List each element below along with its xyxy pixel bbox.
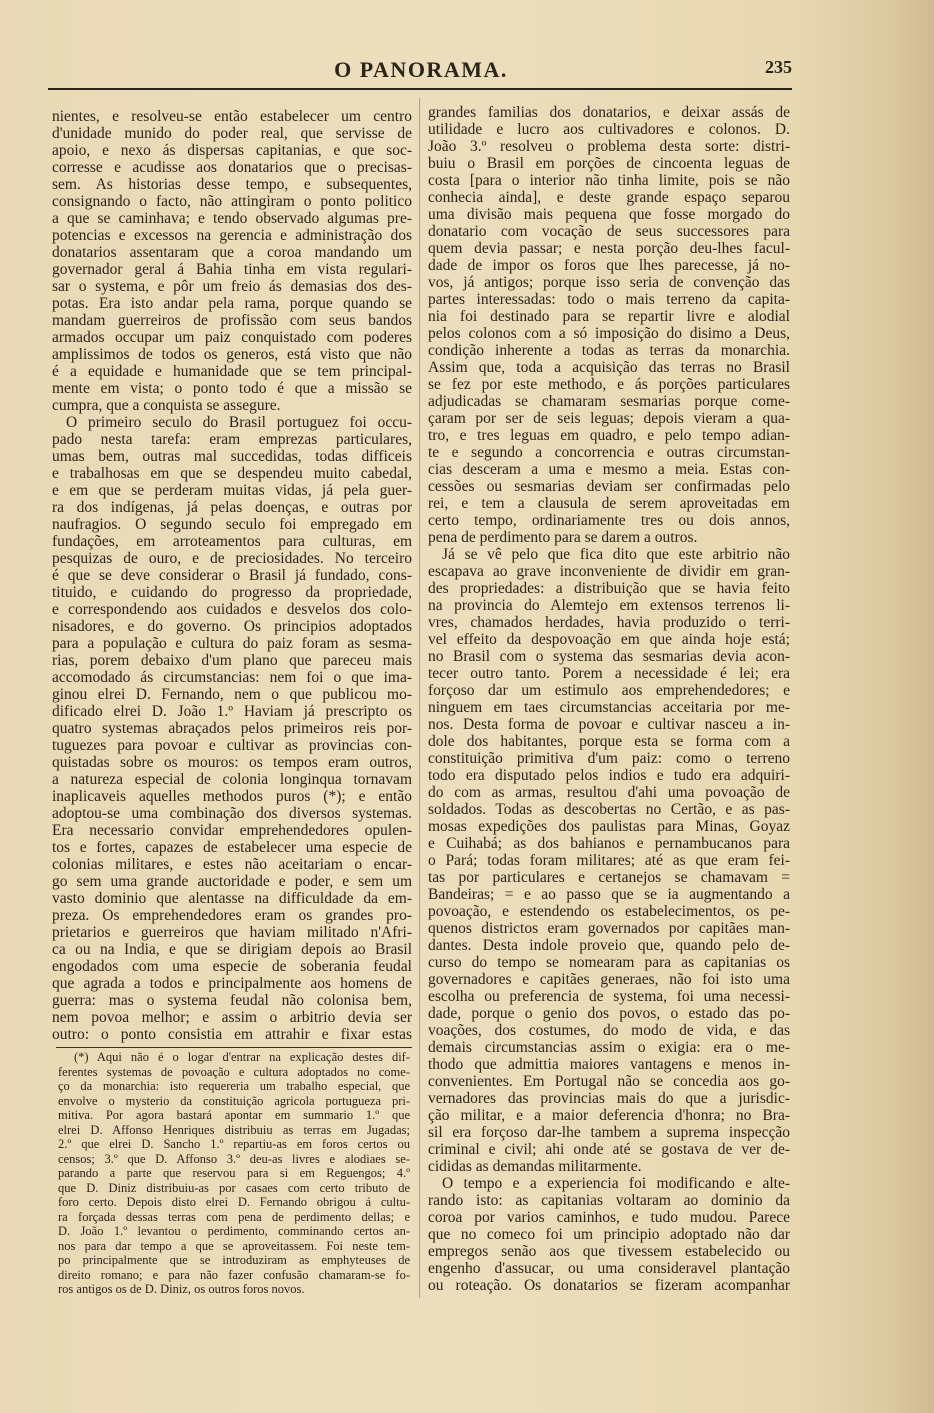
text-line: Assim que, toda a acquisição das terras no Brasil [428, 359, 790, 376]
text-line: é a equidade e humanidade que se tem principal- [52, 363, 412, 380]
text-line: o Pará; todas foram militares; até as que eram fei- [428, 852, 790, 869]
text-line: tro, e tres leguas em quadro, e pelo tempo adian- [428, 427, 790, 444]
text-line: governadores e capitães generaes, não foi isto uma [428, 971, 790, 988]
text-line: e correspondendo aos cuidados e desvelos dos colo- [52, 601, 412, 618]
footnote-line: ra forçada dessas terras com pena de perdimento dellas; e [58, 1209, 410, 1224]
text-line: sem. As historias desse tempo, e subsequentes, [52, 176, 412, 193]
text-line: ção militar, e a maior deferencia d'honra; no Bra- [428, 1107, 790, 1124]
right-column [428, 104, 790, 1294]
text-line: coroa por varios caminhos, e tudo mudou. Parece [428, 1209, 790, 1226]
text-line: donatario com vocação de seus successores para [428, 223, 790, 240]
text-line: amplissimos de todos os generos, está visto que não [52, 346, 412, 363]
text-line: sar o systema, e pôr um freio ás demasias dos des- [52, 278, 412, 295]
text-line: todo era disputado pelos indios e tudo era adquiri- [428, 767, 790, 784]
text-line: tuguezes para povoar e cultivar as provincias con- [52, 737, 412, 754]
text-line: Bandeiras; = e ao passo que se ia augmentando a [428, 886, 790, 903]
text-line: rei, e tem a clausula de serem aproveitadas em [428, 495, 790, 512]
text-line: thodo que admittia maiores vantagens e menos in- [428, 1056, 790, 1073]
text-line: corresse e acudisse aos donatarios que o precisas- [52, 159, 412, 176]
text-line: utilidade e lucro aos cultivadores e colonos. D. [428, 121, 790, 138]
text-line: é que se deve considerar o Brasil já fundado, cons- [52, 567, 412, 584]
text-line: dantes. Desta indole proveio que, quando pelo de- [428, 937, 790, 954]
text-line: vasto dominio que alentasse na difficuldade da em- [52, 890, 412, 907]
text-line: go sem uma grande auctoridade e poder, e sem um [52, 873, 412, 890]
text-line: Era necessario convidar emprehendedores opulen- [52, 822, 412, 839]
text-line: a que se caminhava; e tendo observado algumas pre- [52, 210, 412, 227]
text-line: nientes, e resolveu-se então estabelecer um centro [52, 108, 412, 125]
text-line: consignando o facto, não attingiram o ponto politico [52, 193, 412, 210]
text-line: quatro systemas abraçados pelos primeiros reis por- [52, 720, 412, 737]
text-line: fundações, em arroteamentos para culturas, em [52, 533, 412, 550]
text-line: governador geral á Bahia tinha em vista regulari- [52, 261, 412, 278]
text-line: no Brasil com o systema das sesmarias devia acon- [428, 648, 790, 665]
text-line: Já se vê pelo que fica dito que este arbitrio não [442, 546, 790, 563]
footnote-line: censos; 3.º que D. Affonso 3.º deu-as livres e alodiaes se- [58, 1151, 410, 1166]
text-line: pado nesta tarefa: eram emprezas particulares, [52, 431, 412, 448]
text-line: adoptou-se uma combinação dos diversos systemas. [52, 805, 412, 822]
text-line: vel effeito da despovoação em que ainda hoje está; [428, 631, 790, 648]
text-line: nia foi destinado para se repartir livre e alodial [428, 308, 790, 325]
text-line: ca ou na India, e que se dirigiam depois ao Brasil [52, 941, 412, 958]
text-line: cessões ou sesmarias deviam ser confirmadas pelo [428, 478, 790, 495]
text-line: escapava ao grave inconveniente de dividir em gran- [428, 563, 790, 580]
text-line: mosas expedições dos paulistas para Minas, Goyaz [428, 818, 790, 835]
text-line: constituição primitiva d'um paiz: como o terreno [428, 750, 790, 767]
text-line: soldados. Todas as descobertas no Certão, e as pas- [428, 801, 790, 818]
footnote-line: D. João 1.º levantou o perdimento, comminando certos an- [58, 1224, 410, 1238]
text-line: donatarios assentaram que a coroa mandando um [52, 244, 412, 261]
text-line: e Cuihabá; as dos bahianos e pernambucanos para [428, 835, 790, 852]
paragraph [52, 108, 412, 414]
text-line: povoação, e estendendo os estabelecimentos, os pe- [428, 903, 790, 920]
text-line: dade, porque o genio dos povos, o estado das po- [428, 1005, 790, 1022]
footnote [58, 1050, 410, 1297]
left-column [52, 108, 412, 1043]
text-line: çaram por ser de seis leguas; depois vieram a qua- [428, 410, 790, 427]
footnote-line: direito romano; e para não fazer confusão chamaram-se fo- [58, 1267, 410, 1282]
footnote-line: mitiva. Por agora bastará apontar em summario 1.º que [58, 1108, 410, 1122]
footnote-line: ros antigos os de D. Diniz, os outros foros novos. [58, 1282, 305, 1296]
text-line: ou roteação. Os donatarios se fizeram acompanhar [428, 1277, 790, 1294]
text-line: grandes familias dos donatarios, e deixar assás de [428, 104, 790, 121]
text-line: sil era forçoso dar-lhe tambem a suprema inspecção [428, 1124, 790, 1141]
text-line: costa [para o interior não tinha limite, pois se não [428, 172, 790, 189]
text-line: pena de perdimento para se darem a outros. [428, 529, 698, 546]
text-line: outro: o ponto consistia em attrahir e fixar estas [52, 1026, 412, 1043]
text-line: certo tempo, ordinariamente tres ou dois annos, [428, 512, 790, 529]
text-line: dade de impor os foros que lhes parecesse, já no- [428, 257, 790, 274]
footnote-line: ço da monarchia: isto requereria um trabalho especial, que [58, 1079, 410, 1093]
paragraph [428, 104, 790, 546]
text-line: partes interessadas: todo o mais terreno da capita- [428, 291, 790, 308]
text-line: ninguem em taes circumstancias acceitaria por me- [428, 699, 790, 716]
text-line: do com as armas, resultou d'ahi uma povoação de [428, 784, 790, 801]
column-divider [419, 98, 420, 1298]
text-line: nisadores, e do governo. Os principios adoptados [52, 618, 412, 635]
text-line: des propriedades: a distribuição que se havia feito [428, 580, 790, 597]
text-line: forçoso dar um estimulo aos emprehendedores; e [428, 682, 790, 699]
paragraph [52, 414, 412, 1043]
text-line: uma divisão mais pequena que fosse morgado do [428, 206, 790, 223]
text-line: convenientes. Em Portugal não se concedia aos go- [428, 1073, 790, 1090]
text-line: O primeiro seculo do Brasil portuguez foi occu- [66, 414, 412, 431]
text-line: vres, chamados herdades, havia produzido o terri- [428, 614, 790, 631]
footnote-paragraph [58, 1050, 410, 1297]
text-line: conhecia ainda], e deste grande espaço separou [428, 189, 790, 206]
text-line: potas. Era isto andar pela rama, porque quando se [52, 295, 412, 312]
footnote-line: elrei D. Affonso Henriques distribuiu as terras em Jugadas; [58, 1122, 410, 1137]
text-line: ginou elrei D. Fernando, nem o que publicou mo- [52, 686, 412, 703]
text-line: naufragios. O segundo seculo foi empregado em [52, 516, 412, 533]
text-line: vos, já antigos; porque isso seria de convenção das [428, 274, 790, 291]
text-line: demais circumstancias assim o exigia: era o me- [428, 1039, 790, 1056]
text-line: condição inherente a todas as terras da monarchia. [428, 342, 790, 359]
text-line: nos. Desta forma de povoar e cultivar nasceu a in- [428, 716, 790, 733]
text-line: voações, dos costumes, do modo de vida, e das [428, 1022, 790, 1039]
text-line: accomodado ás circumstancias: nem foi o que ima- [52, 669, 412, 686]
text-line: pesquizas de ouro, e de preciosidades. No terceiro [52, 550, 412, 567]
text-line: quem devia passar; e nesta porção deu-lhes facul- [428, 240, 790, 257]
text-line: d'unidade munido do poder real, que servisse de [52, 125, 412, 142]
text-line: se fez por este methodo, e ás porções particulares [428, 376, 790, 393]
text-line: que no comeco foi um principio adoptado não dar [428, 1226, 790, 1243]
header-rule [48, 88, 792, 90]
text-line: armados occupar um paiz conquistado com poderes [52, 329, 412, 346]
text-line: e trabalhosas em que se despendeu muito cabedal, [52, 465, 412, 482]
text-line: umas bem, outras mal succedidas, todas difficeis [52, 448, 412, 465]
text-line: e em que se perderam muitas vidas, já pela guer- [52, 482, 412, 499]
text-line: cias desceram a uma e mesmo a meia. Estas con- [428, 461, 790, 478]
footnote-line: 2.º que elrei D. Sancho 1.º repartiu-as em foros certos ou [58, 1137, 410, 1151]
text-line: dole dos habitantes, porque esta se forma com a [428, 733, 790, 750]
text-line: a natureza especial de colonia longinqua tornavam [52, 771, 412, 788]
text-line: O tempo e a experiencia foi modificando e alte- [442, 1175, 790, 1192]
text-line: na provincia do Alemtejo em extensos terrenos li- [428, 597, 790, 614]
text-line: nem povoa melhor; e assim o arbitrio devia ser [52, 1009, 412, 1026]
text-line: ra dos indígenas, já pelas doenças, e outras por [52, 499, 412, 516]
text-line: engodados com uma especie de soberania feudal [52, 958, 412, 975]
text-line: buiu o Brasil em porções de cincoenta leguas de [428, 155, 790, 172]
text-line: mandam guerreiros de profissão com seus bandos [52, 312, 412, 329]
footnote-line: envolve o mysterio da constituição agricola portugueza pri- [58, 1093, 410, 1108]
text-line: para a população e cultura do paiz foram as sesma- [52, 635, 412, 652]
text-line: quenos districtos eram governados por capitães man- [428, 920, 790, 937]
footnote-line: foro certo. Depois disto elrei D. Fernando obrigou á cultu- [58, 1195, 410, 1209]
text-line: cididas as demandas militarmente. [428, 1158, 642, 1175]
text-line: apoio, e nexo ás dispersas capitanias, e que soc- [52, 142, 412, 159]
paragraph [428, 1175, 790, 1294]
footnote-line: ferentes systemas de povoação e cultura adoptados no come- [58, 1064, 410, 1079]
text-line: curso do tempo se nomearam para as capitanias os [428, 954, 790, 971]
text-line: criminal e civil; ahi onde até se gostava de ver de- [428, 1141, 790, 1158]
text-line: quistadas sobre os mouros: os tempos eram outros, [52, 754, 412, 771]
text-line: rando isto: as capitanias voltaram ao dominio da [428, 1192, 790, 1209]
page-title: O PANORAMA. [334, 57, 508, 82]
text-line: empregos senão aos que tivessem estabelecido ou [428, 1243, 790, 1260]
footnote-line: parando a parte que reservou para si em Reguengos; 4.º [58, 1166, 410, 1180]
text-line: potencias e excessos na gerencia e administração dos [52, 227, 412, 244]
footnote-line: po principalmente que se introduziram as emphyteuses de [58, 1253, 410, 1267]
text-line: cumpra, que a conquista se assegure. [52, 397, 281, 414]
text-line: dificado elrei D. João 1.º Haviam já prescripto os [52, 703, 412, 720]
text-line: inaplicaveis aquelles methodos puros (*); e então [52, 788, 412, 805]
text-line: rias, porem debaixo d'um plano que pareceu mais [52, 652, 412, 669]
text-line: que agrada a todos e principalmente aos homens de [52, 975, 412, 992]
text-line: vernadores das provincias mais do que a jurisdic- [428, 1090, 790, 1107]
text-line: pelos colonos com a só imposição do disimo a Deus, [428, 325, 790, 342]
footnote-line: nos para dar tempo a que se aproveitassem. Foi neste tem- [58, 1238, 410, 1253]
footnote-line: (*) Aqui não é o logar d'entrar na explicação destes dif- [74, 1050, 410, 1064]
text-line: preza. Os emprehendedores eram os grandes pro- [52, 907, 412, 924]
text-line: engenho d'assucar, ou uma consideravel plantação [428, 1260, 790, 1277]
paragraph [428, 546, 790, 1175]
text-line: tecer outro tanto. Porem a necessidade é lei; era [428, 665, 790, 682]
page-number: 235 [765, 57, 792, 77]
text-line: adjudicadas se chamaram sesmarias porque come- [428, 393, 790, 410]
text-line: guerra: mas o systema feudal não colonisa bem, [52, 992, 412, 1009]
footnote-rule [56, 1047, 412, 1048]
text-line: tos e fortes, capazes de estabelecer uma especie de [52, 839, 412, 856]
text-line: prietarios e guerreiros que haviam militado n'Afri- [52, 924, 412, 941]
text-line: João 3.º resolveu o problema desta sorte: distri- [428, 138, 790, 155]
text-line: mente em vista; o ponto todo é que a missão se [52, 380, 412, 397]
text-line: escolha ou preferencia de systema, foi uma necessi- [428, 988, 790, 1005]
text-line: tas por particulares e certanejos se chamavam = [428, 869, 790, 886]
text-line: tituido, e cuidando do progresso da propriedade, [52, 584, 412, 601]
text-line: colonias militares, e estes não aceitariam o encar- [52, 856, 412, 873]
footnote-line: que D. Diniz distribuiu-as por casaes com certo tributo de [58, 1180, 410, 1195]
text-line: te e segundo a concorrencia e outras circumstan- [428, 444, 790, 461]
